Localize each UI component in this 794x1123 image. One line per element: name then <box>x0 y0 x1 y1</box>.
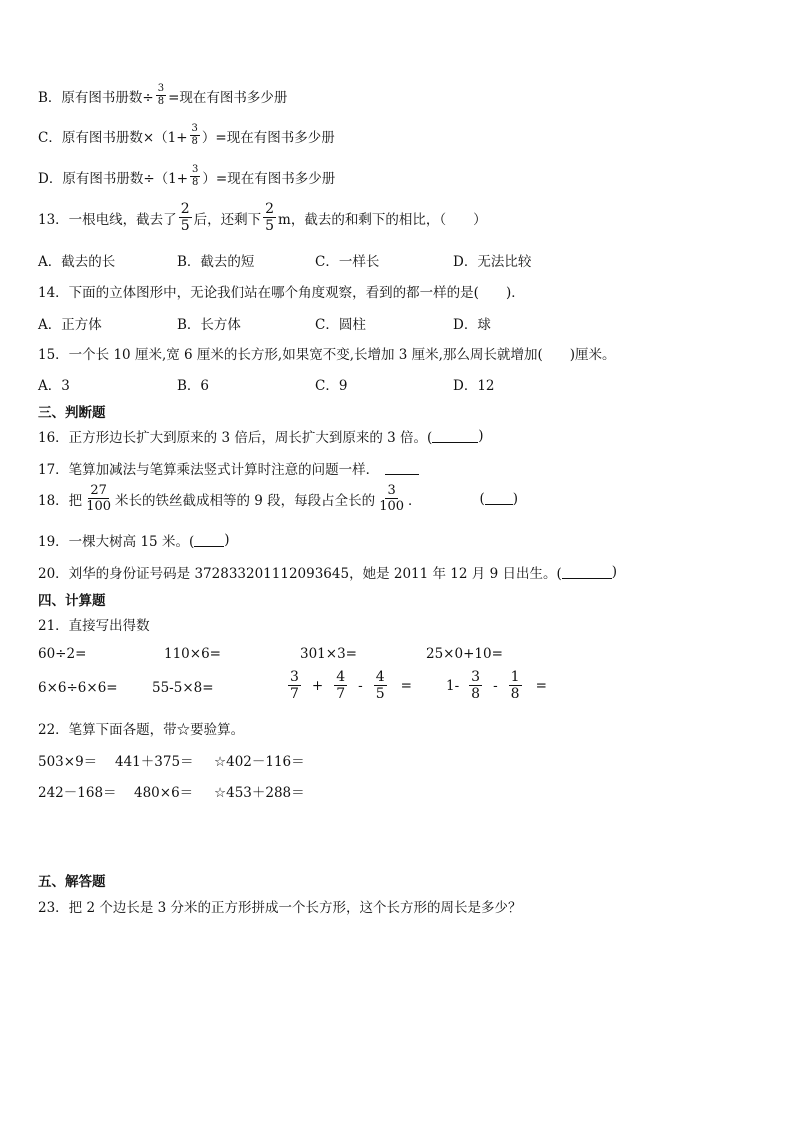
q15-option-b: B．6 <box>177 378 210 394</box>
q14-option-b: B．长方体 <box>177 317 241 333</box>
q19-answer-blank[interactable] <box>194 534 224 547</box>
q13-option-c: C．一样长 <box>315 254 380 270</box>
q12-option-d-fraction <box>190 165 200 188</box>
q21-fraction-expression-2 <box>446 670 547 701</box>
q22-item: 503×9＝ <box>38 754 98 770</box>
q14-question: 14．下面的立体图形中，无论我们站在哪个角度观察，看到的都一样的是( )． <box>38 285 525 301</box>
q12-option-d <box>38 165 335 188</box>
q19-close-paren: ) <box>224 532 230 548</box>
fraction-numerator: 4 <box>336 669 346 685</box>
q13-option-a: A．截去的长 <box>38 254 116 270</box>
q21-item: 301×3= <box>300 646 357 662</box>
section-3-heading: 三、判断题 <box>38 405 106 421</box>
q13-text-a: 13．一根电线，截去了 <box>38 211 177 228</box>
q22-item: 480×6＝ <box>134 785 194 801</box>
q16-close-paren: ) <box>478 428 484 444</box>
q15-option-c: C．9 <box>315 378 348 394</box>
fraction-denominator: 8 <box>192 177 199 188</box>
section-4-heading: 四、计算题 <box>38 593 106 609</box>
q20-answer-blank[interactable] <box>562 566 612 579</box>
q21-item: 60÷2= <box>38 646 87 662</box>
q15-option-a: A．3 <box>38 378 70 394</box>
q18-text-b: 米长的铁丝截成相等的 9 段，每段占全长的 <box>115 492 376 509</box>
q21-fraction-expression-1 <box>286 670 412 701</box>
q12-option-c-prefix: C．原有图书册数×（1+ <box>38 129 188 146</box>
q20-question <box>38 562 617 582</box>
q13-question <box>38 202 487 233</box>
operator: - <box>358 677 363 694</box>
fraction-numerator: 3 <box>387 483 396 498</box>
q16-text: 16．正方形边长扩大到原来的 3 倍后，周长扩大到原来的 3 倍。( <box>38 430 433 446</box>
q12-option-d-prefix: D．原有图书册数÷（1+ <box>38 170 189 187</box>
q13-fraction-1 <box>179 202 192 233</box>
fraction-numerator: 3 <box>157 83 165 94</box>
q15-question: 15．一个长 10 厘米,宽 6 厘米的长方形,如果宽不变,长增加 3 厘米,那么周长就增加( )厘米。 <box>38 347 616 363</box>
q12-option-b <box>38 84 287 107</box>
fraction <box>469 670 482 701</box>
q18-close-paren: ) <box>512 490 519 507</box>
q22-item: 441＋375＝ <box>115 754 194 770</box>
q22-item: 242－168＝ <box>38 785 117 801</box>
q14-option-a: A．正方体 <box>38 317 102 333</box>
fraction <box>334 670 347 701</box>
fraction-numerator: 4 <box>375 669 385 685</box>
q12-option-b-suffix: =现在有图书多少册 <box>168 89 288 106</box>
q16-question <box>38 426 484 446</box>
q21-item: 6×6÷6×6= <box>38 680 118 696</box>
fraction-denominator: 8 <box>510 686 520 702</box>
q20-close-paren: ) <box>611 564 617 580</box>
fraction-numerator: 3 <box>192 164 199 175</box>
q19-text: 19．一棵大树高 15 米。( <box>38 534 195 550</box>
fraction-denominator: 5 <box>375 686 385 702</box>
q17-text: 17．笔算加减法与笔算乘法竖式计算时注意的问题一样． <box>38 462 380 478</box>
q12-option-c-fraction <box>190 124 200 147</box>
fraction-numerator: 27 <box>90 483 107 498</box>
fraction-denominator: 8 <box>157 96 165 107</box>
fraction-numerator: 2 <box>265 201 275 217</box>
fraction-denominator: 5 <box>265 218 275 234</box>
q18-fraction-1 <box>84 484 113 513</box>
q16-answer-blank[interactable] <box>432 430 478 443</box>
q12-option-b-prefix: B．原有图书册数÷ <box>38 89 154 106</box>
q18-text-c: ． <box>408 492 422 509</box>
q12-option-c <box>38 124 335 147</box>
fraction-denominator: 100 <box>379 499 405 514</box>
q21-item: 110×6= <box>164 646 221 662</box>
fraction-numerator: 3 <box>191 123 198 134</box>
fraction-numerator: 1 <box>510 669 520 685</box>
q19-question <box>38 530 230 550</box>
q21-item: 55-5×8= <box>152 680 214 696</box>
fraction-denominator: 7 <box>336 686 346 702</box>
q20-text: 20．刘华的身份证号码是 372833201112093645，她是 2011 年 12 月 9 日出生。( <box>38 566 562 582</box>
q21-item: 25×0+10= <box>426 646 503 662</box>
operator: + <box>311 677 324 694</box>
q13-option-d: D．无法比较 <box>453 254 532 270</box>
q18-question <box>38 484 518 513</box>
q18-answer-blank[interactable] <box>485 492 513 505</box>
q13-text-b: 后，还剩下 <box>193 211 262 228</box>
q13-text-c: m，截去的和剩下的相比，（ ） <box>278 211 487 228</box>
q12-option-c-suffix: ）=现在有图书多少册 <box>201 129 335 146</box>
fraction-numerator: 3 <box>290 669 299 685</box>
q12-option-d-suffix: ）=现在有图书多少册 <box>202 170 336 187</box>
q14-option-c: C．圆柱 <box>315 317 366 333</box>
q18-fraction-2 <box>377 484 406 513</box>
q12-option-b-fraction <box>156 84 166 107</box>
q13-fraction-2 <box>263 202 276 233</box>
fraction-denominator: 8 <box>191 136 198 147</box>
fraction-denominator: 5 <box>180 218 190 234</box>
fraction-denominator: 100 <box>86 499 112 514</box>
fraction-denominator: 7 <box>290 686 299 702</box>
fraction-numerator: 2 <box>180 201 190 217</box>
q13-option-b: B．截去的短 <box>177 254 255 270</box>
q17-answer-blank[interactable] <box>385 462 419 475</box>
expression-lead: 1- <box>446 677 460 694</box>
fraction <box>288 670 301 701</box>
equals-sign: = <box>400 677 412 694</box>
q22-item: ☆453＋288＝ <box>214 785 305 801</box>
fraction-denominator: 8 <box>471 686 481 702</box>
q18-text-a: 18．把 <box>38 492 83 509</box>
q22-item: ☆402－116＝ <box>214 754 305 770</box>
q15-option-d: D．12 <box>453 378 495 394</box>
q14-option-d: D．球 <box>453 317 491 333</box>
equals-sign: = <box>535 677 547 694</box>
operator: - <box>493 677 498 694</box>
section-5-heading: 五、解答题 <box>38 874 106 890</box>
fraction <box>374 670 387 701</box>
fraction <box>509 670 522 701</box>
fraction-numerator: 3 <box>471 669 481 685</box>
q17-question <box>38 458 419 478</box>
q18-open-paren: ( <box>479 490 485 507</box>
q23-question: 23．把 2 个边长是 3 分米的正方形拼成一个长方形，这个长方形的周长是多少？ <box>38 900 522 916</box>
q22-title: 22．笔算下面各题，带☆要验算。 <box>38 722 245 738</box>
q21-title: 21．直接写出得数 <box>38 618 150 634</box>
